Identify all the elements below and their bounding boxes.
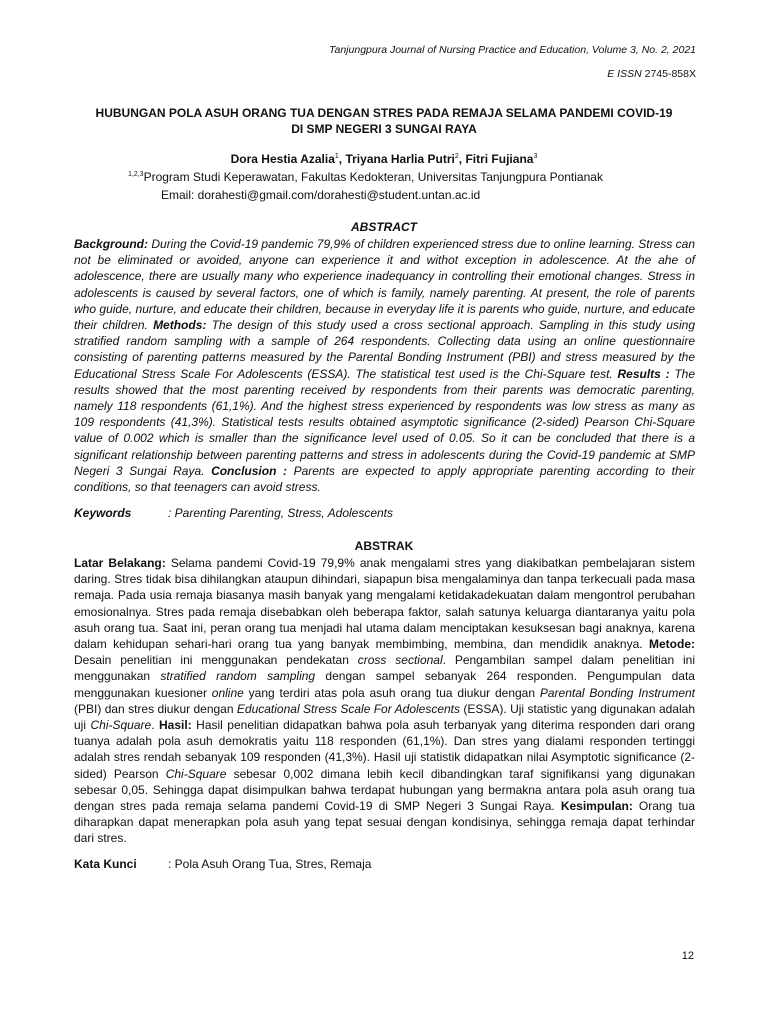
issn <box>607 68 696 80</box>
keywords-label: Keywords <box>74 506 132 520</box>
title-line-2: DI SMP NEGERI 3 SUNGAI RAYA <box>291 122 477 136</box>
abstract-heading: ABSTRACT <box>351 220 417 234</box>
author-2-sup: 2 <box>454 153 459 160</box>
latar-belakang-label: Latar Belakang: <box>74 556 166 570</box>
abstrak-body: Latar Belakang: Selama pandemi Covid-19 79,9% anak mengalami stres yang diakibatkan pembelajaran sistem daring. Stres tidak bisa dihilangkan ataupun dihindari, siapapun bisa mengalaminya dan tanpa terkecuali pada masa remaja. Pada usia remaja biasanya masih banyak yang mengalami ketidakadekuatan dalam mengontrol perubahan emosionalnya. Stres pada remaja disebabkan oleh beberapa faktor, salah satunya keluarga diantaranya yaitu pola asuh orang tua. Saat ini, peran orang tua menjadi hal utama dalam menciptakan kesuksesan bagi anaknya, karena dalam kehidupan sehari-hari orang tua yang banyak membimbing, membina, dan mendidik anaknya. Metode: Desain penelitian ini menggunakan pendekatan cross sectional. Pengambilan sampel dalam penelitian ini menggunakan stratified random sampling dengan sampel sebanyak 264 responden. Pengumpulan data menggunakan kuesioner online yang terdiri atas pola asuh orang tua diukur dengan Parental Bonding Instrument (PBI) dan stres diukur dengan Educational Stress Scale For Adolescents (ESSA). Uji statistic yang digunakan adalah uji Chi-Square. Hasil: Hasil penelitian didapatkan bahwa pola asuh terbanyak yang diterima responden dari orang tuanya adalah pola asuh demokratis yaitu 118 responden (61,1%). Dan stres yang dialami responden tertinggi adalah stres rendah sebanyak 109 responden (41,3%). Hasil uji statistik didapatkan nilai Asymptotic significance (2-sided) Pearson Chi-Square sebesar 0,002 dimana lebih kecil dibandingkan taraf signifikansi yang digunakan sebesar 0,05. Sehingga dapat disimpulkan bahwa terdapat hubungan yang bermakna antara pola asuh orang tua dengan stres pada remaja selama pandemi Covid-19 di SMP Negeri 3 Sungai Raya. Kesimpulan: Orang tua diharapkan dapat menerapkan pola asuh yang tepat sesuai dengan kondisinya, sehingga remaja dapat terhindar dari stres. <box>74 556 696 846</box>
kata-kunci-text: : Pola Asuh Orang Tua, Stres, Remaja <box>168 857 372 871</box>
background-label: Background: <box>74 237 149 251</box>
results-label: Results : <box>617 366 670 381</box>
conclusion-text: Parents are expected to apply appropriate parenting according to their conditions, so that teenagers can avoid stress. <box>74 463 696 495</box>
author-2: Triyana Harlia Putri <box>345 152 455 166</box>
author-email: Email: dorahesti@gmail.com/dorahesti@student.untan.ac.id <box>161 188 481 202</box>
journal-citation: Tanjungpura Journal of Nursing Practice and Education, Volume 3, No. 2, 2021 <box>329 44 696 56</box>
paper-title <box>74 105 694 137</box>
author-3: Fitri Fujiana <box>465 152 534 166</box>
authors: Dora Hestia Azalia$^1$, Triyana Harlia Putri$^2$, Fitri Fujiana$^3$ <box>230 152 538 166</box>
title-line-1: HUBUNGAN POLA ASUH ORANG TUA DENGAN STRES PADA REMAJA SELAMA PANDEMI COVID-19 <box>95 106 673 120</box>
hasil-label: Hasil: <box>159 718 192 733</box>
author-1-sup: 1 <box>334 153 339 160</box>
affiliation-text: Program Studi Keperawatan, Fakultas Kedokteran, Universitas Tanjungpura Pontianak <box>143 170 603 184</box>
methods-text: The design of this study used a cross sectional approach. Sampling in this study using stratified random sampling with a sample of 264 respondents. Collecting data using an online questionnaire consisting of parenting patterns measured by the Parental Bonding Instrument (PBI) and stress measured by the Educational Stress Scale For Adolescents (ESSA). The statistical test used is the Chi-Square test. <box>74 318 695 381</box>
affiliation-sup: 1,2,3 <box>128 171 144 178</box>
affiliation <box>128 170 603 184</box>
author-3-sup: 3 <box>533 153 538 160</box>
abstract-body <box>74 236 695 495</box>
results-text: The results showed that the most parenting received by respondents from their parents was democratic parenting, namely 118 respondents (61,1%). And the highest stress experienced by respondents was low stress as many as 109 respondents (41,3%). Statistical tests results obtained asymptotic significance (2-sided) Pearson Chi-Square value of 0.002 which is smaller than the significance level used of 0.05. So it can be concluded that there is a significant relationship between parenting patterns and stress in adolescents during the Covid-19 pandemic at SMP Negeri 3 Sungai Raya. <box>74 366 695 478</box>
page-number: 12 <box>681 950 694 962</box>
metode-label: Metode: <box>649 637 695 652</box>
kata-kunci <box>74 857 371 871</box>
keywords <box>74 506 393 520</box>
conclusion-label: Conclusion : <box>211 463 287 478</box>
issn-value: 2745-858X <box>644 68 696 80</box>
kesimpulan-label: Kesimpulan: <box>560 799 633 814</box>
background-text: During the Covid-19 pandemic 79,9% of children experienced stress due to online learning. Stress can not be eliminated or avoided, anyone can experience it and withot exception in adolescence. At the ahe of adolescence, there are usually many who experience inadequancy in controlling their emotional changes. Stress in adolescents is caused by several factors, one of which is family, namely parenting. At present, the role of parents who guide, nurture, and educate their children, because in everyday life it is parents who guide, nurture, and educate their children. <box>74 237 695 333</box>
abstrak-heading: ABSTRAK <box>354 539 414 553</box>
methods-label: Methods: <box>153 318 207 333</box>
keywords-text: : Parenting Parenting, Stress, Adolescents <box>168 506 394 520</box>
author-1: Dora Hestia Azalia <box>230 152 335 166</box>
issn-label: E ISSN <box>607 68 642 80</box>
kata-kunci-label: Kata Kunci <box>74 857 137 871</box>
